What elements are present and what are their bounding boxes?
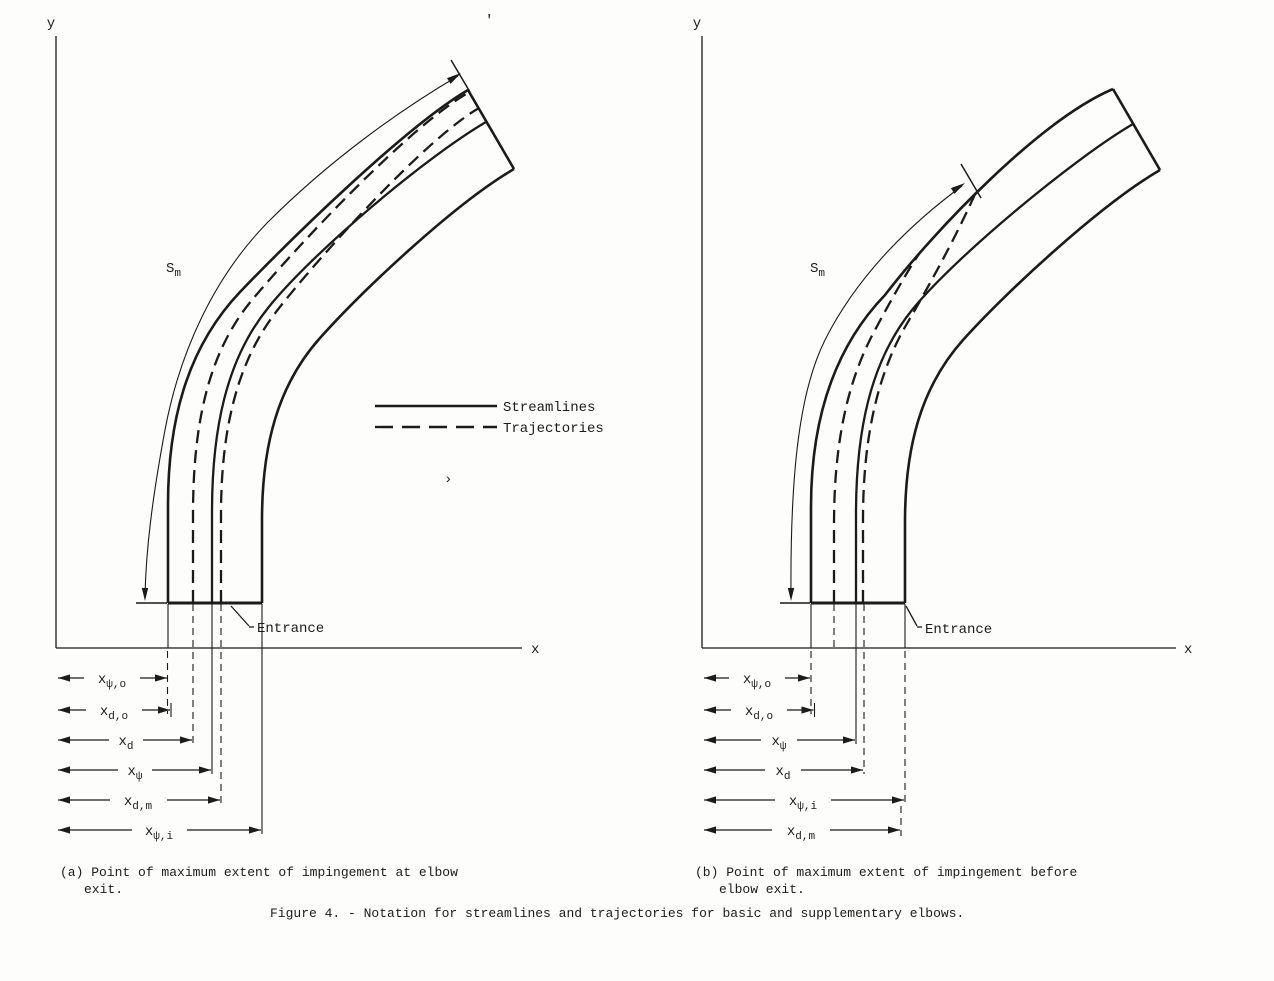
inner-wall-b <box>905 170 1160 603</box>
caption-b-line2: elbow exit. <box>719 882 805 897</box>
entrance-leader-b <box>906 606 917 626</box>
dim-label: $x_\psi$ <box>127 764 143 783</box>
panel-a <box>47 16 540 843</box>
dim-label: $x_{d,o}$ <box>744 704 774 723</box>
dim-label: $x_{\psi,o}$ <box>97 672 127 691</box>
dim-label: $x_d$ <box>775 764 791 783</box>
dim-label: $x_{\psi,i}$ <box>144 824 174 843</box>
caption-b-line1: (b) Point of maximum extent of impingement before <box>695 865 1078 880</box>
s-m-arrowhead-bottom-b <box>788 588 794 601</box>
middle-streamline-a <box>212 122 486 603</box>
dim-label: $x_{d,m}$ <box>123 794 153 813</box>
stray-mark: › <box>444 472 453 488</box>
s-m-arrowhead-bottom-a <box>142 588 148 601</box>
x-axis-label-a: x <box>531 642 540 658</box>
dim-label: $x_{\psi,o}$ <box>742 672 772 691</box>
figure-caption: Figure 4. - Notation for streamlines and trajectories for basic and supplementary elbows. <box>270 906 965 921</box>
caption-a-line1: (a) Point of maximum extent of impingement at elbow <box>60 865 458 880</box>
panel-b <box>693 16 1193 843</box>
x-axis-label-b: x <box>1184 642 1193 658</box>
legend-streamlines-label: Streamlines <box>503 400 596 416</box>
dim-label: $x_{\psi,i}$ <box>788 794 818 813</box>
captions <box>60 865 1077 921</box>
stray-mark-2: ' <box>485 13 494 29</box>
legend <box>375 400 604 437</box>
dim-row-b-1 <box>704 672 810 691</box>
dim-row-a-3 <box>58 734 192 753</box>
s-m-label-a: $S_m$ <box>166 261 182 280</box>
dim-row-a-5 <box>58 794 220 813</box>
dim-row-a-6 <box>58 824 261 843</box>
y-axis-label-b: y <box>692 16 702 32</box>
entrance-leader-a <box>231 606 249 626</box>
y-axis-label-a: y <box>46 16 56 32</box>
dim-row-b-6 <box>704 824 900 843</box>
s-m-arrowhead-top-a <box>447 73 461 84</box>
dim-row-b-3 <box>704 734 855 753</box>
dim-label: $x_\psi$ <box>771 734 787 753</box>
dim-row-a-2 <box>58 704 170 723</box>
trajectory-max-a <box>221 108 479 603</box>
entrance-label-b: Entrance <box>925 622 993 638</box>
dim-row-b-2 <box>704 704 814 723</box>
entrance-label-a: Entrance <box>257 621 325 637</box>
trajectory-outer-a <box>193 94 466 603</box>
dim-row-a-1 <box>58 672 167 691</box>
s-m-label-b: $S_m$ <box>810 261 826 280</box>
legend-trajectories-label: Trajectories <box>503 421 604 437</box>
dim-label: $x_d$ <box>118 734 134 753</box>
dim-label: $x_{d,o}$ <box>99 704 129 723</box>
dim-row-a-4 <box>58 764 211 783</box>
exit-face-b <box>1113 89 1160 170</box>
inner-wall-a <box>262 169 514 603</box>
dim-row-b-4 <box>704 764 863 783</box>
impingement-tick-b <box>961 164 981 198</box>
middle-streamline-b <box>856 124 1133 603</box>
s-m-arc-b <box>791 186 962 597</box>
caption-a-line2: exit. <box>84 882 124 897</box>
dim-label: $x_{d,m}$ <box>786 824 816 843</box>
dim-row-b-5 <box>704 794 904 813</box>
